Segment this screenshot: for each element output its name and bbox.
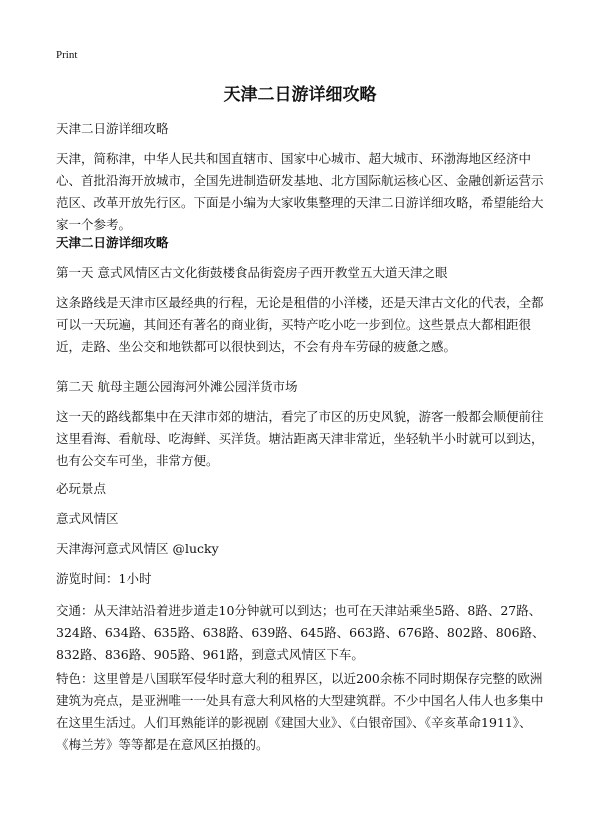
visit-time: 游览时间：1小时 (56, 571, 152, 586)
day-two-paragraph: 这一天的路线都集中在天津市郊的塘沽，看完了市区的历史风貌，游客一般都会顺便前往这里看海、看航母、吃海鲜、买洋货。塘沽距离天津非常近，坐轻轨半小时就可以到达，也有公交车可坐，非常方便。 (56, 409, 544, 468)
day-one-paragraph: 这条路线是天津市区最经典的行程，无论是租借的小洋楼，还是天津古文化的代表，全都可以一天玩遍，其间还有著名的商业街，买特产吃小吃一步到位。这些景点大都相距很近，走路、坐公交和地铁都可以很快到达，不会有舟车劳碌的疲惫之感。 (56, 295, 544, 354)
day-one-heading: 第一天 意式风情区古文化街鼓楼食品街瓷房子西开教堂五大道天津之眼 (56, 265, 448, 280)
attraction-name: 意式风情区 (56, 511, 119, 526)
print-label[interactable]: Print (56, 49, 78, 61)
feature-paragraph: 特色：这里曾是八国联军侵华时意大利的租界区，以近200余栋不同时期保存完整的欧洲建筑为亮点，是亚洲唯一一处具有意大利风格的大型建筑群。不少中国名人伟人也多集中在这里生活过。人们耳熟能详的影视剧《建国大业》、《白银帝国》、《辛亥革命1911》、《梅兰芳》等等都是在意风区拍摄的。 (56, 671, 544, 752)
page-title: 天津二日游详细攻略 (223, 85, 377, 105)
intro-paragraph: 天津，简称津，中华人民共和国直辖市、国家中心城市、超大城市、环渤海地区经济中心、首批沿海开放城市，全国先进制造研发基地、北方国际航运核心区、金融创新运营示范区、改革开放先行区。下面是小编为大家收集整理的天津二日游详细攻略，希望能给大家一个参考。 (56, 151, 544, 232)
image-caption: 天津海河意式风情区 @lucky (56, 541, 219, 556)
day-two-heading: 第二天 航母主题公园海河外滩公园洋货市场 (56, 379, 298, 394)
transport-paragraph: 交通：从天津站沿着进步道走10分钟就可以到达；也可在天津站乘坐5路、8路、27路、324路、634路、635路、638路、639路、645路、663路、676路、802路、806路、832路、836路、905路、961路，到意式风情区下车。 (56, 603, 545, 662)
subtitle: 天津二日游详细攻略 (56, 121, 169, 136)
section-heading: 天津二日游详细攻略 (56, 235, 169, 250)
must-see-heading: 必玩景点 (56, 481, 107, 496)
